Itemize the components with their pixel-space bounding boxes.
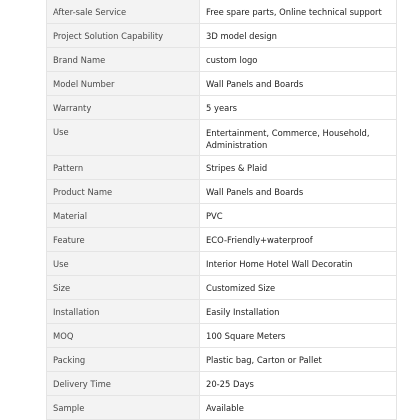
spec-value-size: Customized Size — [200, 276, 397, 300]
spec-value-pattern: Stripes & Plaid — [200, 156, 397, 180]
spec-value-material: PVC — [200, 204, 397, 228]
spec-label-project-solution-capability: Project Solution Capability — [47, 24, 200, 48]
spec-value-moq: 100 Square Meters — [200, 324, 397, 348]
table-row — [47, 252, 397, 276]
spec-value-brand-name: custom logo — [200, 48, 397, 72]
table-row — [47, 324, 397, 348]
spec-label-material: Material — [47, 204, 200, 228]
spec-label-delivery-time: Delivery Time — [47, 372, 200, 396]
table-row — [47, 228, 397, 252]
spec-value-after-sale-service: Free spare parts, Online technical support — [200, 0, 397, 24]
spec-value-warranty: 5 years — [200, 96, 397, 120]
spec-value-installation: Easily Installation — [200, 300, 397, 324]
spec-value-sample: Available — [200, 396, 397, 420]
spec-label-packing: Packing — [47, 348, 200, 372]
spec-label-product-name: Product Name — [47, 180, 200, 204]
table-row — [47, 180, 397, 204]
spec-label-pattern: Pattern — [47, 156, 200, 180]
spec-label-use: Use — [47, 120, 200, 156]
table-row — [47, 72, 397, 96]
table-row — [47, 0, 397, 24]
spec-value-use-interior: Interior Home Hotel Wall Decoratin — [200, 252, 397, 276]
spec-value-project-solution-capability: 3D model design — [200, 24, 397, 48]
spec-value-feature: ECO-Friendly+waterproof — [200, 228, 397, 252]
table-row — [47, 276, 397, 300]
spec-label-installation: Installation — [47, 300, 200, 324]
table-row — [47, 24, 397, 48]
spec-label-moq: MOQ — [47, 324, 200, 348]
spec-value-product-name: Wall Panels and Boards — [200, 180, 397, 204]
table-row — [47, 348, 397, 372]
table-row — [47, 204, 397, 228]
spec-value-packing: Plastic bag, Carton or Pallet — [200, 348, 397, 372]
spec-value-delivery-time: 20-25 Days — [200, 372, 397, 396]
spec-label-after-sale-service: After-sale Service — [47, 0, 200, 24]
spec-value-model-number: Wall Panels and Boards — [200, 72, 397, 96]
table-row — [47, 48, 397, 72]
table-row — [47, 96, 397, 120]
spec-value-use: Entertainment, Commerce, Household, Administration — [200, 120, 397, 156]
table-row — [47, 300, 397, 324]
spec-label-use-interior: Use — [47, 252, 200, 276]
table-row — [47, 156, 397, 180]
table-row — [47, 120, 397, 156]
product-specifications-table — [46, 0, 397, 420]
spec-label-size: Size — [47, 276, 200, 300]
spec-label-sample: Sample — [47, 396, 200, 420]
spec-label-warranty: Warranty — [47, 96, 200, 120]
spec-label-feature: Feature — [47, 228, 200, 252]
table-row — [47, 372, 397, 396]
spec-label-brand-name: Brand Name — [47, 48, 200, 72]
spec-label-model-number: Model Number — [47, 72, 200, 96]
